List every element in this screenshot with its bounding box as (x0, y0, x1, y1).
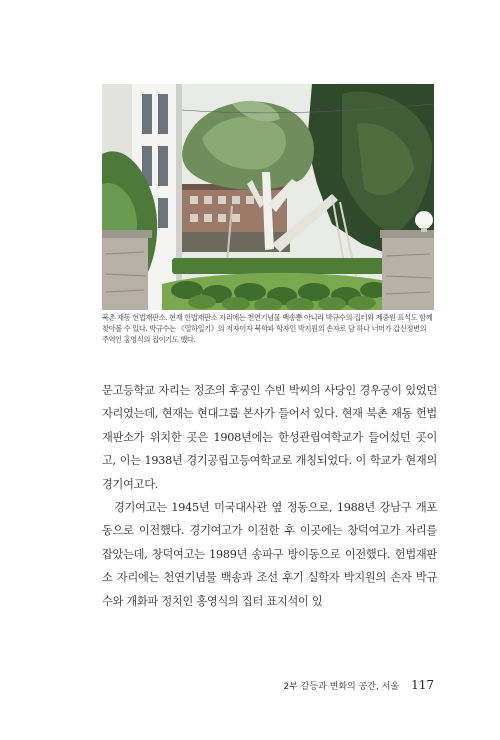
page-number: 117 (411, 678, 434, 692)
paragraph: 경기여고는 1945년 미국대사관 옆 정동으로, 1988년 강남구 개포동으로 이전했다. 경기여고가 이전한 후 이곳에는 창덕여고가 자리를 잡았는데, 창덕여고는 1989년 송파구 방이동으로 이전했다. 헌법재판소 자리에는 천연기념물 백송과 조선 후기 실학자 박지원의 손자 박규수와 개화파 정치인 홍영식의 집터 표지석이 있 (102, 501, 437, 608)
page-footer (283, 678, 434, 692)
running-footer-section: 2부 갈등과 변화의 공간, 서울 (283, 682, 400, 692)
body-text (102, 379, 437, 613)
figure-caption: 북촌 재동 헌법재판소. 현재 헌법재판소 자리에는 천연기념물 백송뿐 아니라 박규수의 집터와 제중원 표석도 함께 찾아볼 수 있다. 박규수는 《열하일기》의 저자이자 북학파 학자인 박지원의 손자로 담 하나 너머가 갑신정변의 주역인 홍영식의 집이기도 했다. (102, 313, 433, 344)
paragraph: 문고등학교 자리는 정조의 후궁인 수빈 박씨의 사당인 경우궁이 있었던 자리였는데, 현재는 현대그룹 본사가 들어서 있다. 현재 북촌 재동 헌법재판소가 위치한 곳은 1908년에는 한성관립여학교가 들어섰던 곳이고, 이는 1938년 경기공립고등여학교로 개칭되었다. 이 학교가 현재의 경기여고다. (102, 384, 437, 491)
figure-photo (102, 84, 434, 310)
